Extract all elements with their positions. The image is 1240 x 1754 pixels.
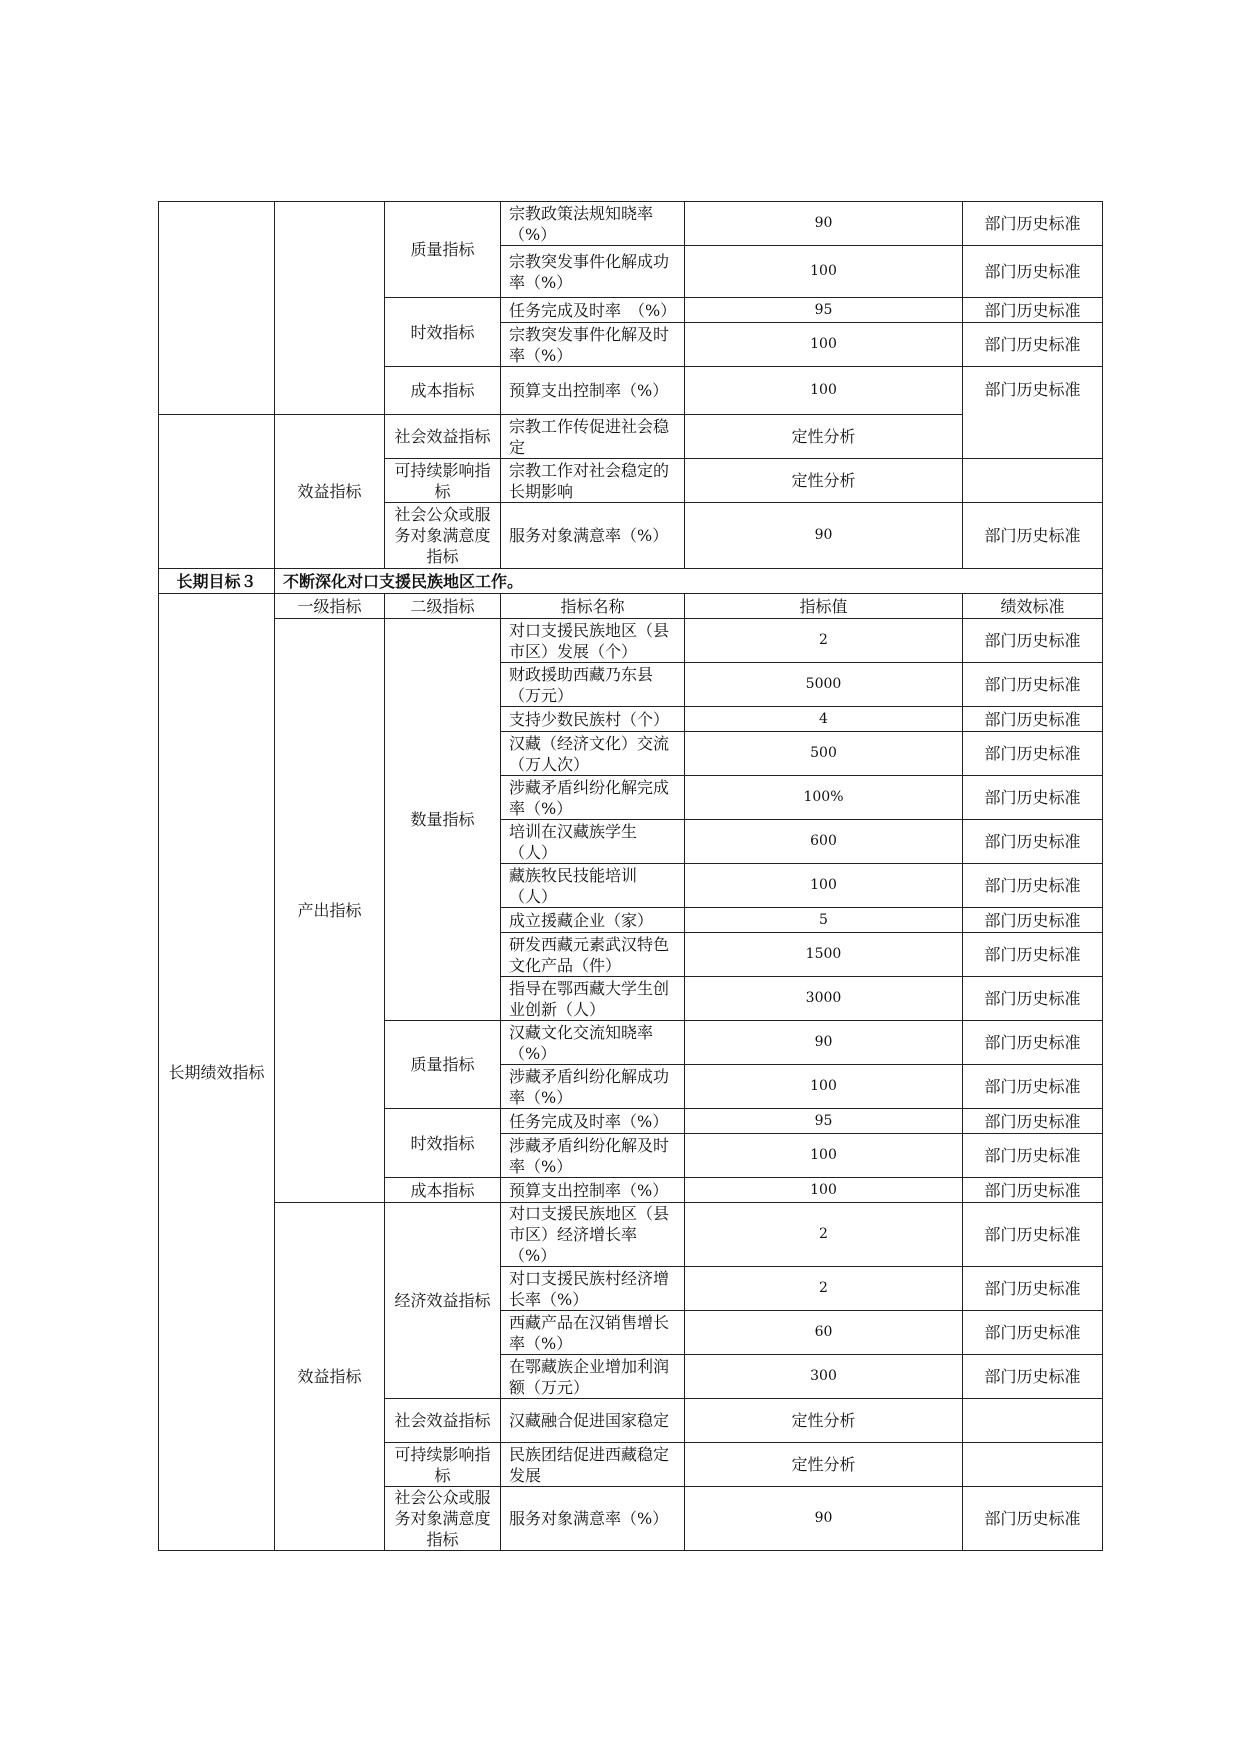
indicator-name: 培训在汉藏族学生（人） — [501, 820, 685, 864]
indicator-standard: 部门历史标准 — [963, 367, 1103, 459]
indicator-standard: 部门历史标准 — [963, 1134, 1103, 1178]
header-value: 指标值 — [685, 594, 963, 619]
indicator-value: 定性分析 — [685, 459, 963, 503]
indicator-name: 指导在鄂西藏大学生创业创新（人） — [501, 977, 685, 1021]
indicator-value: 600 — [685, 820, 963, 864]
level2-label: 社会公众或服务对象满意度指标 — [385, 503, 501, 569]
goal-text: 不断深化对口支援民族地区工作。 — [275, 569, 1103, 594]
indicator-standard: 部门历史标准 — [963, 663, 1103, 707]
indicator-value: 90 — [685, 1021, 963, 1065]
blank-level0-cell — [159, 202, 275, 415]
indicator-name: 涉藏矛盾纠纷化解完成率（%） — [501, 776, 685, 820]
indicator-value: 100 — [685, 323, 963, 367]
indicator-standard: 部门历史标准 — [963, 503, 1103, 569]
level2-label: 成本指标 — [385, 1178, 501, 1203]
level2-label: 成本指标 — [385, 367, 501, 415]
indicator-standard — [963, 1399, 1103, 1443]
indicator-standard: 部门历史标准 — [963, 732, 1103, 776]
indicator-standard: 部门历史标准 — [963, 1203, 1103, 1267]
indicator-name: 支持少数民族村（个） — [501, 707, 685, 732]
indicator-value: 100 — [685, 367, 963, 415]
indicator-name: 宗教工作对社会稳定的长期影响 — [501, 459, 685, 503]
level2-label: 可持续影响指标 — [385, 459, 501, 503]
indicator-standard: 部门历史标准 — [963, 202, 1103, 246]
indicator-value: 100 — [685, 1178, 963, 1203]
performance-indicator-table — [158, 201, 1103, 1551]
indicator-value: 2 — [685, 1203, 963, 1267]
indicator-value: 2 — [685, 1267, 963, 1311]
long-term-indicator-label: 长期绩效指标 — [159, 594, 275, 1551]
indicator-name: 服务对象满意率（%） — [501, 1487, 685, 1551]
blank-level1-cell — [275, 202, 385, 415]
header-level2: 二级指标 — [385, 594, 501, 619]
level1-label: 产出指标 — [275, 619, 385, 1203]
indicator-value: 300 — [685, 1355, 963, 1399]
header-name: 指标名称 — [501, 594, 685, 619]
level1-label: 效益指标 — [275, 415, 385, 569]
indicator-name: 成立援藏企业（家） — [501, 908, 685, 933]
level1-label: 效益指标 — [275, 1203, 385, 1551]
indicator-value: 100 — [685, 1134, 963, 1178]
indicator-standard: 部门历史标准 — [963, 298, 1103, 323]
indicator-standard: 部门历史标准 — [963, 977, 1103, 1021]
indicator-name: 民族团结促进西藏稳定发展 — [501, 1443, 685, 1487]
indicator-value: 90 — [685, 1487, 963, 1551]
indicator-value: 3000 — [685, 977, 963, 1021]
header-standard: 绩效标准 — [963, 594, 1103, 619]
level2-label: 质量指标 — [385, 202, 501, 298]
indicator-standard: 部门历史标准 — [963, 776, 1103, 820]
indicator-name: 宗教工作传促进社会稳定 — [501, 415, 685, 459]
level2-label: 时效指标 — [385, 298, 501, 367]
indicator-value: 500 — [685, 732, 963, 776]
indicator-name: 在鄂藏族企业增加利润额（万元） — [501, 1355, 685, 1399]
indicator-name: 服务对象满意率（%） — [501, 503, 685, 569]
indicator-name: 研发西藏元素武汉特色文化产品（件） — [501, 933, 685, 977]
indicator-standard: 部门历史标准 — [963, 707, 1103, 732]
indicator-name: 宗教突发事件化解及时率（%） — [501, 323, 685, 367]
indicator-name: 西藏产品在汉销售增长率（%） — [501, 1311, 685, 1355]
indicator-value: 95 — [685, 298, 963, 323]
indicator-standard: 部门历史标准 — [963, 1109, 1103, 1134]
indicator-name: 汉藏融合促进国家稳定 — [501, 1399, 685, 1443]
indicator-name: 预算支出控制率（%） — [501, 367, 685, 415]
indicator-value: 4 — [685, 707, 963, 732]
indicator-value: 定性分析 — [685, 415, 963, 459]
level2-label: 质量指标 — [385, 1021, 501, 1109]
indicator-name: 涉藏矛盾纠纷化解及时率（%） — [501, 1134, 685, 1178]
blank-level0-cell — [159, 415, 275, 569]
level2-label: 时效指标 — [385, 1109, 501, 1178]
goal-label: 长期目标３ — [159, 569, 275, 594]
level2-label: 社会效益指标 — [385, 1399, 501, 1443]
indicator-value: 100 — [685, 246, 963, 298]
indicator-value: 100 — [685, 1065, 963, 1109]
indicator-standard: 部门历史标准 — [963, 1355, 1103, 1399]
indicator-name: 任务完成及时率 （%） — [501, 298, 685, 323]
indicator-value: 100% — [685, 776, 963, 820]
level2-label: 可持续影响指标 — [385, 1443, 501, 1487]
indicator-name: 汉藏文化交流知晓率（%） — [501, 1021, 685, 1065]
indicator-name: 宗教政策法规知晓率（%） — [501, 202, 685, 246]
indicator-standard: 部门历史标准 — [963, 933, 1103, 977]
indicator-value: 100 — [685, 864, 963, 908]
indicator-value: 60 — [685, 1311, 963, 1355]
indicator-value: 2 — [685, 619, 963, 663]
indicator-standard: 部门历史标准 — [963, 1267, 1103, 1311]
indicator-value: 90 — [685, 503, 963, 569]
indicator-standard: 部门历史标准 — [963, 323, 1103, 367]
indicator-standard: 部门历史标准 — [963, 1311, 1103, 1355]
indicator-name: 宗教突发事件化解成功率（%） — [501, 246, 685, 298]
indicator-name: 涉藏矛盾纠纷化解成功率（%） — [501, 1065, 685, 1109]
indicator-standard: 部门历史标准 — [963, 1021, 1103, 1065]
indicator-standard — [963, 459, 1103, 503]
indicator-standard: 部门历史标准 — [963, 908, 1103, 933]
indicator-standard — [963, 1443, 1103, 1487]
indicator-name: 任务完成及时率（%） — [501, 1109, 685, 1134]
indicator-name: 对口支援民族村经济增长率（%） — [501, 1267, 685, 1311]
indicator-value: 95 — [685, 1109, 963, 1134]
indicator-value: 1500 — [685, 933, 963, 977]
indicator-name: 汉藏（经济文化）交流（万人次） — [501, 732, 685, 776]
indicator-value: 5000 — [685, 663, 963, 707]
indicator-standard: 部门历史标准 — [963, 1487, 1103, 1551]
indicator-name: 对口支援民族地区（县市区）经济增长率（%） — [501, 1203, 685, 1267]
indicator-value: 定性分析 — [685, 1443, 963, 1487]
indicator-value: 定性分析 — [685, 1399, 963, 1443]
indicator-standard: 部门历史标准 — [963, 1178, 1103, 1203]
indicator-name: 财政援助西藏乃东县（万元） — [501, 663, 685, 707]
indicator-value: 5 — [685, 908, 963, 933]
level2-label: 数量指标 — [385, 619, 501, 1021]
indicator-standard: 部门历史标准 — [963, 864, 1103, 908]
level2-label: 社会公众或服务对象满意度指标 — [385, 1487, 501, 1551]
indicator-standard: 部门历史标准 — [963, 619, 1103, 663]
indicator-name: 对口支援民族地区（县市区）发展（个） — [501, 619, 685, 663]
indicator-standard: 部门历史标准 — [963, 246, 1103, 298]
level2-label: 经济效益指标 — [385, 1203, 501, 1399]
indicator-standard: 部门历史标准 — [963, 1065, 1103, 1109]
indicator-standard: 部门历史标准 — [963, 820, 1103, 864]
indicator-name: 预算支出控制率（%） — [501, 1178, 685, 1203]
header-level1: 一级指标 — [275, 594, 385, 619]
level2-label: 社会效益指标 — [385, 415, 501, 459]
indicator-name: 藏族牧民技能培训（人） — [501, 864, 685, 908]
indicator-value: 90 — [685, 202, 963, 246]
